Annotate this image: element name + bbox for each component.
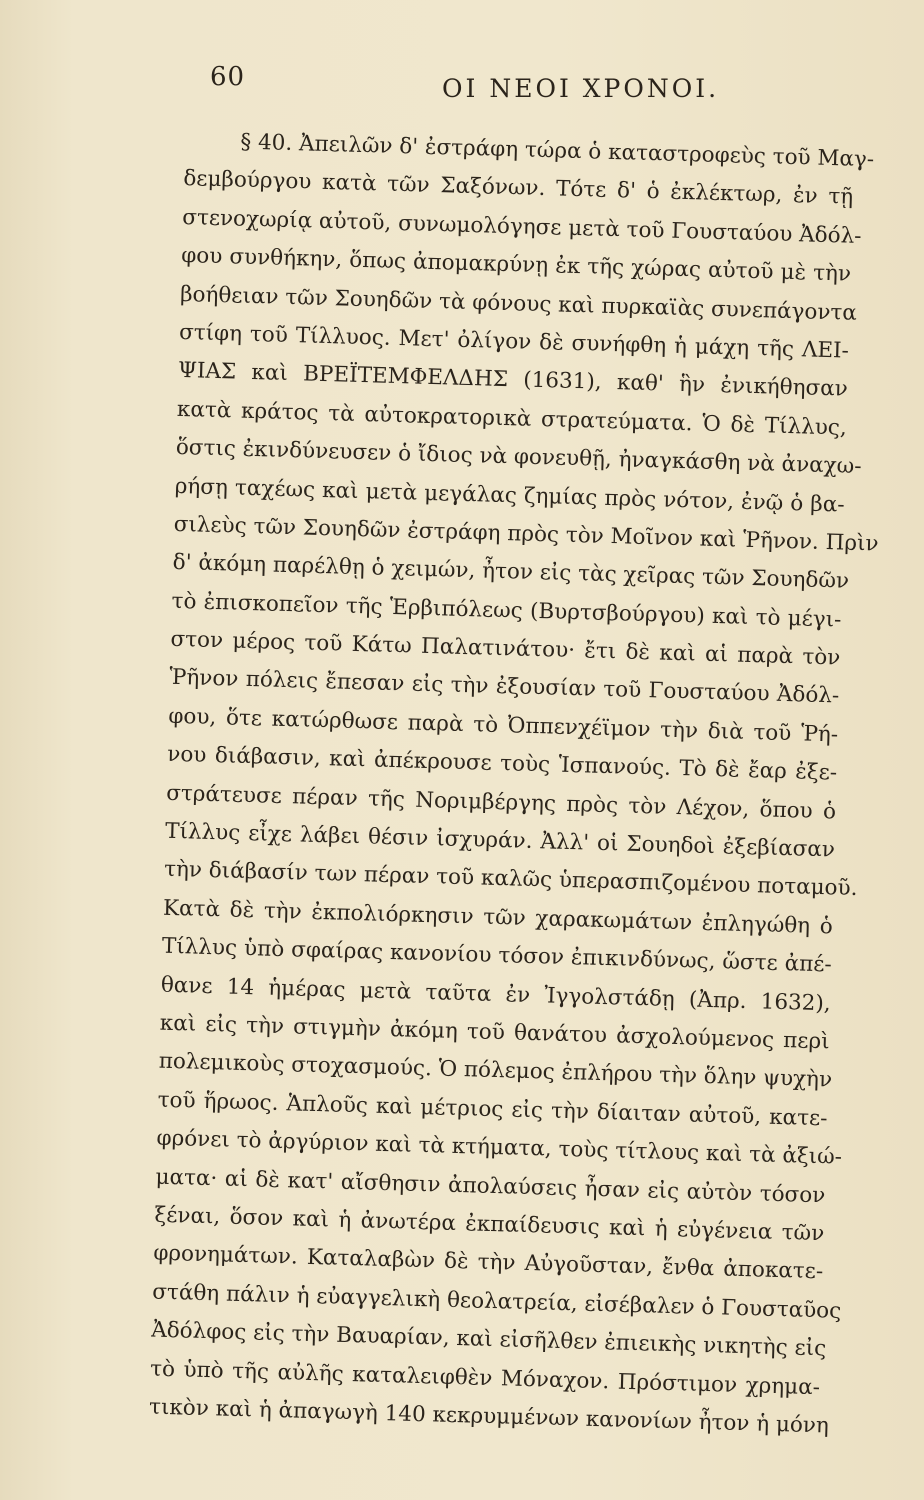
text-line: τὸ ὑπὸ τῆς αὐλῆς καταλειφθὲν Μόναχον. Πρόστιμον χρημα- [149,1356,821,1400]
text-line: στον μέρος τοῦ Κάτω Παλατινάτου· ἔτι δὲ καὶ αἱ παρὰ τὸν [170,626,841,671]
text-line: πολεμικοὺς στοχασμούς. Ὁ πόλεμος ἐπλήρου τὴν ὅλην ψυχὴν [158,1049,833,1093]
text-line: νου διάβασιν, καὶ ἀπέκρουσε τοὺς Ἱσπανούς. Τὸ δὲ ἔαρ ἐξε- [166,742,838,786]
page-number: 60 [210,62,246,92]
text-line: βοήθειαν τῶν Σουηδῶν τὰ φόνους καὶ πυρκαϊὰς συνεπάγοντα [179,281,858,326]
text-line: δ' ἀκόμη παρέλθῃ ὁ χειμών, ἦτον εἰς τὰς χεῖρας τῶν Σουηδῶν [172,550,850,595]
text-line: στράτευσε πέραν τῆς Νοριμβέργης πρὸς τὸν Λέχον, ὅπου ὁ [165,780,837,825]
text-line: φου συνθήκην, ὅπως ἀπομακρύνῃ ἐκ τῆς χώρας αὐτοῦ μὲ τὴν [180,243,852,287]
text-line: φου, ὅτε κατώρθωσε παρὰ τὸ Ὀππενχέϊμον τὴν διὰ τοῦ Ῥή- [168,703,839,748]
text-line: θανε 14 ἡμέρας μετὰ ταῦτα ἐν Ἰγγολστάδῃ (Ἀπρ. 1632), [160,972,831,1016]
text-line: Κατὰ δὲ τὴν ἐκπολιόρκησιν τῶν χαρακωμάτων ἐπληγώθη ὁ [162,895,834,940]
text-line: ματα· αἱ δὲ κατ' αἴσθησιν ἀπολαύσεις ἦσαν εἰς αὐτὸν τόσον [155,1164,826,1208]
body-text [148,122,879,1445]
text-line: καὶ εἰς τὴν στιγμὴν ἀκόμη τοῦ θανάτου ἀσχολούμενος περὶ [159,1010,830,1055]
text-line: φρόνει τὸ ἀργύριον καὶ τὰ κτήματα, τοὺς τίτλους καὶ τὰ ἀξιώ- [156,1125,843,1170]
text-line: τικὸν καὶ ἡ ἀπαγωγὴ 140 κεκρυμμένων κανονίων ἦτον ἡ μόνη [148,1394,830,1439]
text-line: § 40. Ἀπειλῶν δ' ἐστράφη τώρα ὁ καταστροφεὺς τοῦ Μαγ- [240,129,875,173]
text-line: ξέναι, ὅσον καὶ ἡ ἀνωτέρα ἐκπαίδευσις καὶ ἡ εὐγένεια τῶν [154,1202,825,1247]
text-line: σιλεὺς τῶν Σουηδῶν ἐστράφη πρὸς τὸν Μοῖνον καὶ Ῥῆνον. Πρὶν [173,511,879,557]
text-line: τοῦ ἥρωος. Ἁπλοῦς καὶ μέτριος εἰς τὴν δίαιταν αὐτοῦ, κατε- [157,1087,828,1132]
text-line: στάθη πάλιν ἡ εὐαγγελικὴ θεολατρεία, εἰσέβαλεν ὁ Γουσταῦος [151,1279,842,1324]
text-line: Ἀδόλφος εἰς τὴν Βαυαρίαν, καὶ εἰσῆλθεν ἐπιεικὴς νικητὴς εἰς [150,1317,827,1362]
text-line: κατὰ κράτος τὰ αὐτοκρατορικὰ στρατεύματα. Ὁ δὲ Τίλλυς, [176,396,848,441]
text-line: Ῥῆνον πόλεις ἔπεσαν εἰς τὴν ἐξουσίαν τοῦ Γουσταύου Ἀδόλ- [169,665,840,709]
text-line: φρονημάτων. Καταλαβὼν δὲ τὴν Αὐγοῦσταν, ἔνθα ἀποκατε- [153,1240,824,1285]
text-line: ὅστις ἐκινδύνευσεν ὁ ἴδιος νὰ φονευθῇ, ἠναγκάσθη νὰ ἀναχω- [175,435,862,480]
text-line: δεμβούργου κατὰ τῶν Σαξόνων. Τότε δ' ὁ ἐκλέκτωρ, ἐν τῇ [183,166,854,211]
text-line: Τίλλυς εἶχε λάβει θέσιν ἰσχυράν. Ἀλλ' οἱ Σουηδοὶ ἐξεβίασαν [164,818,836,863]
text-line: Τίλλυς ὑπὸ σφαίρας κανονίου τόσον ἐπικινδύνως, ὥστε ἀπέ- [161,933,833,978]
running-title: ΟΙ ΝΕΟΙ ΧΡΟΝΟΙ. [442,74,720,103]
text-line: στενοχωρίᾳ αὐτοῦ, συνωμολόγησε μετὰ τοῦ Γουσταύου Ἀδόλ- [181,204,862,249]
page-header [210,62,850,112]
text-line: ΨΙΑΣ καὶ ΒΡΕΪΤΕΜΦΕΛΔΗΣ (1631), καθ' ἣν ἐνικήθησαν [177,358,849,402]
text-line: ρήσῃ ταχέως καὶ μετὰ μεγάλας ζημίας πρὸς νότον, ἐνῷ ὁ βα- [174,473,845,518]
text-line: τὸ ἐπισκοπεῖον τῆς Ἑρβιπόλεως (Βυρτσβούργου) καὶ τὸ μέγι- [171,588,842,633]
text-line: στίφη τοῦ Τίλλυος. Μετ' ὀλίγον δὲ συνήφθη ἡ μάχη τῆς ΛΕΙ- [178,319,850,364]
text-line: τὴν διάβασίν των πέραν τοῦ καλῶς ὑπερασπιζομένου ποταμοῦ. [163,857,858,902]
